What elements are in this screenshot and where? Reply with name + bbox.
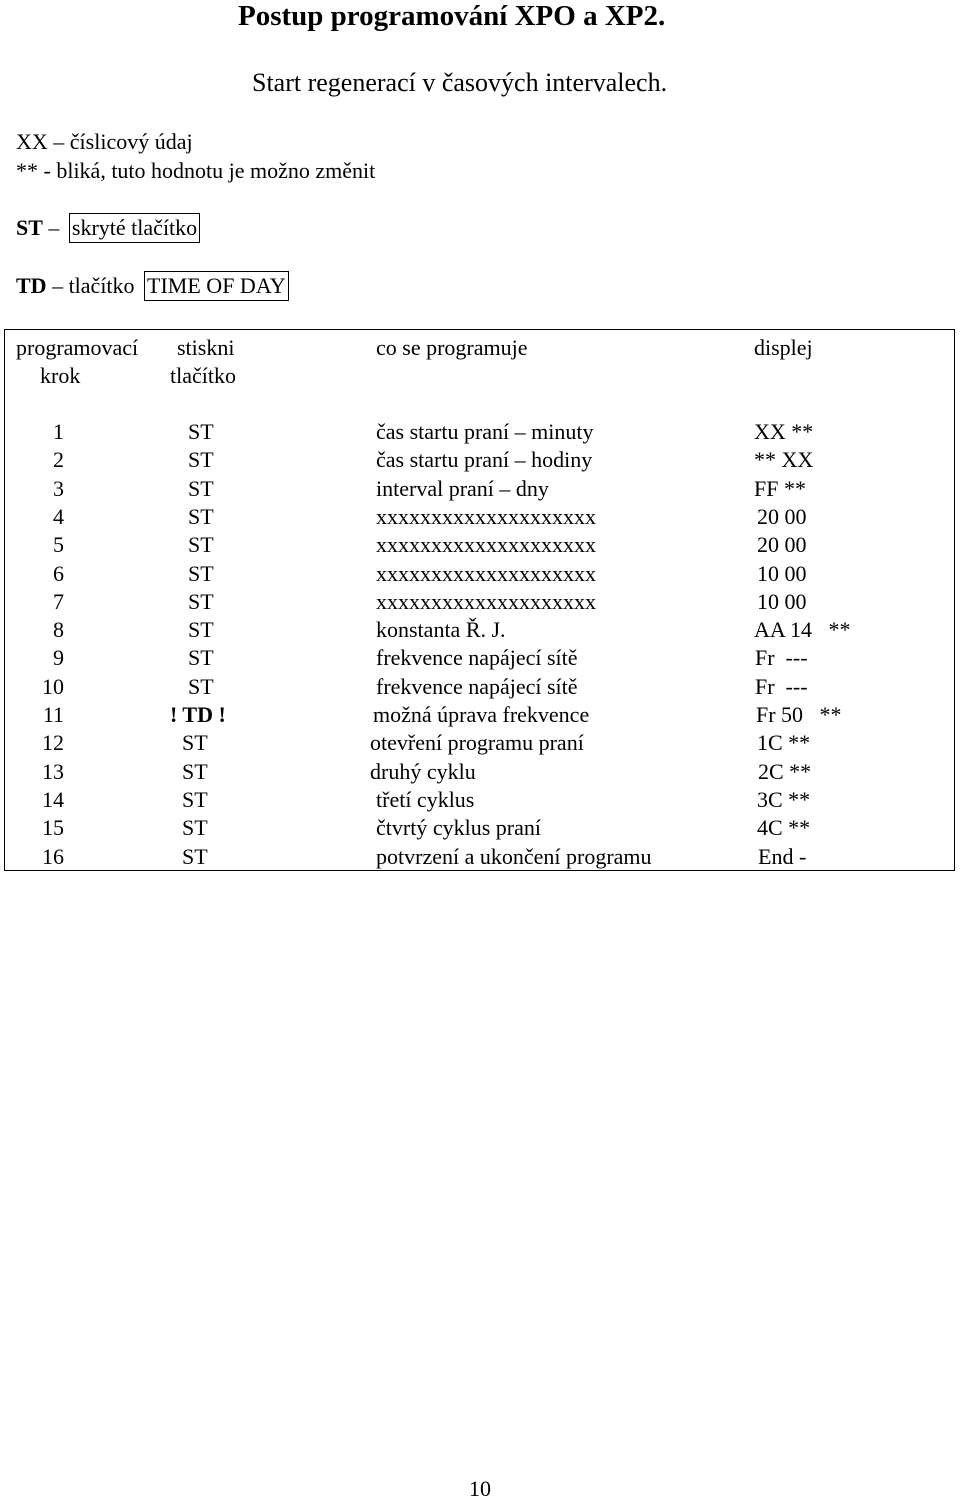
row-button: ST: [188, 504, 214, 529]
row-button: ST: [182, 759, 208, 784]
row-display: XX **: [754, 419, 814, 444]
row-what: xxxxxxxxxxxxxxxxxxxx: [376, 561, 596, 586]
page-title: Postup programování XPO a XP2.: [238, 0, 666, 32]
legend-star-line: ** - bliká, tuto hodnotu je možno změnit: [16, 158, 376, 183]
table-row: [0, 506, 960, 534]
row-step: 12: [42, 730, 64, 755]
row-what: xxxxxxxxxxxxxxxxxxxx: [376, 589, 596, 614]
row-button: ST: [188, 532, 214, 557]
row-step: 13: [42, 759, 64, 784]
row-button: ! TD !: [170, 702, 226, 727]
row-what: potvrzení a ukončení programu: [376, 844, 652, 869]
row-button: ST: [188, 645, 214, 670]
legend-td-sep: – tlačítko: [52, 273, 135, 298]
row-display: AA 14 **: [754, 617, 851, 642]
row-step: 14: [42, 787, 64, 812]
row-what: druhý cyklu: [370, 759, 476, 784]
row-display: ** XX: [754, 447, 814, 472]
row-what: konstanta Ř. J.: [376, 617, 506, 642]
row-step: 5: [53, 532, 64, 557]
table-row: [0, 563, 960, 591]
row-display: 2C **: [758, 759, 812, 784]
table-row: [0, 676, 960, 704]
header-display: displej: [754, 335, 813, 360]
row-what: frekvence napájecí sítě: [376, 674, 578, 699]
table-row: [0, 478, 960, 506]
table-row: [0, 421, 960, 449]
row-step: 2: [53, 447, 64, 472]
row-step: 15: [42, 815, 64, 840]
header-button-line2: tlačítko: [170, 363, 236, 388]
row-what: čas startu praní – minuty: [376, 419, 594, 444]
row-what: xxxxxxxxxxxxxxxxxxxx: [376, 532, 596, 557]
legend-td-desc: TIME OF DAY: [144, 271, 289, 301]
row-button: ST: [182, 730, 208, 755]
header-what: co se programuje: [376, 335, 528, 360]
row-what: možná úprava frekvence: [373, 702, 590, 727]
table-row: [0, 761, 960, 789]
row-what: otevření programu praní: [370, 730, 584, 755]
row-button: ST: [188, 617, 214, 642]
row-button: ST: [188, 561, 214, 586]
row-what: frekvence napájecí sítě: [376, 645, 578, 670]
row-step: 3: [53, 476, 64, 501]
row-display: 10 00: [757, 589, 807, 614]
row-display: 10 00: [757, 561, 807, 586]
row-display: 20 00: [757, 504, 807, 529]
row-display: FF **: [754, 476, 806, 501]
row-step: 7: [53, 589, 64, 614]
header-button-line1: stiskni: [177, 335, 235, 360]
row-step: 1: [53, 419, 64, 444]
table-row: [0, 534, 960, 562]
row-step: 9: [53, 645, 64, 670]
table-row: [0, 789, 960, 817]
row-step: 10: [42, 674, 64, 699]
table-row: [0, 817, 960, 845]
row-button: ST: [188, 419, 214, 444]
row-display: 4C **: [757, 815, 811, 840]
table-row: [0, 846, 960, 874]
row-what: interval praní – dny: [376, 476, 549, 501]
legend-td-line: [16, 275, 289, 297]
legend-st-sep: –: [48, 215, 60, 240]
row-step: 11: [42, 702, 64, 727]
header-step-line1: programovací: [16, 335, 139, 360]
table-row: [0, 619, 960, 647]
row-display: 3C **: [757, 787, 811, 812]
row-what: čas startu praní – hodiny: [376, 447, 593, 472]
legend-td-code: TD: [16, 273, 47, 298]
page-subtitle: Start regenerací v časových intervalech.: [252, 68, 668, 97]
row-button: ST: [188, 589, 214, 614]
row-button: ST: [182, 815, 208, 840]
row-step: 16: [42, 844, 64, 869]
row-display: Fr 50 **: [756, 702, 842, 727]
row-what: čtvrtý cyklus praní: [376, 815, 541, 840]
page-number: 10: [469, 1476, 491, 1501]
table-row: [0, 732, 960, 760]
row-step: 8: [53, 617, 64, 642]
row-step: 4: [53, 504, 64, 529]
table-row: [0, 591, 960, 619]
row-what: třetí cyklus: [376, 787, 475, 812]
row-display: Fr ---: [755, 674, 808, 699]
row-display: Fr ---: [755, 645, 808, 670]
row-button: ST: [188, 476, 214, 501]
header-step-line2: krok: [40, 363, 81, 388]
table-row: [0, 704, 960, 732]
row-button: ST: [188, 447, 214, 472]
row-button: ST: [182, 787, 208, 812]
table-row: [0, 647, 960, 675]
legend-st-code: ST: [16, 215, 43, 240]
row-display: 20 00: [757, 532, 807, 557]
table-row: [0, 449, 960, 477]
row-step: 6: [53, 561, 64, 586]
row-what: xxxxxxxxxxxxxxxxxxxx: [376, 504, 596, 529]
row-button: ST: [188, 674, 214, 699]
legend-xx-line: XX – číslicový údaj: [16, 129, 193, 154]
legend-st-desc: skryté tlačítko: [69, 213, 200, 243]
legend-st-line: [16, 217, 200, 239]
row-button: ST: [182, 844, 208, 869]
row-display: 1C **: [757, 730, 811, 755]
row-display: End -: [758, 844, 807, 869]
